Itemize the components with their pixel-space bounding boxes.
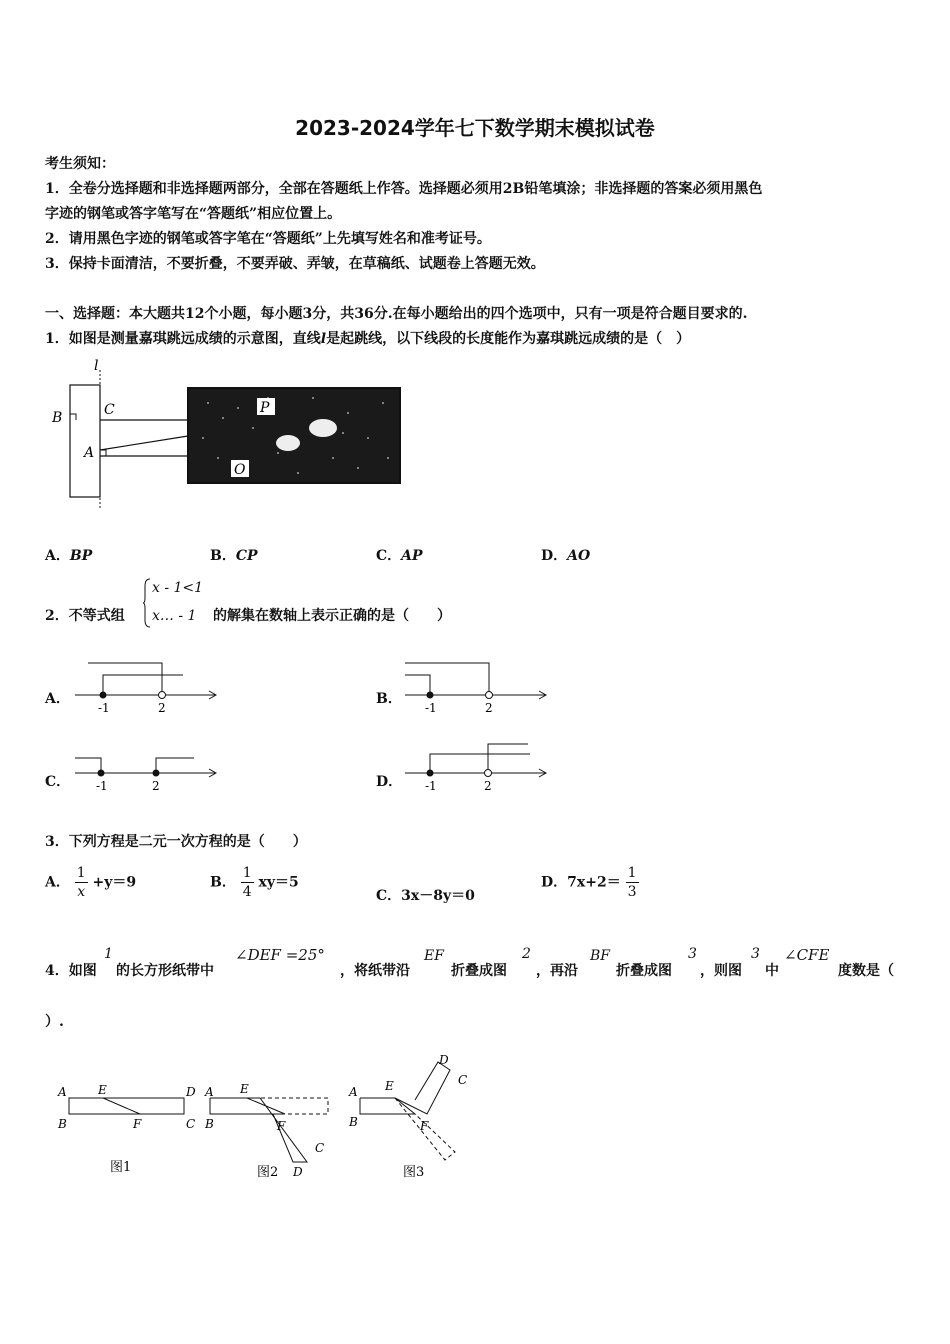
svg-text:-1: -1	[98, 701, 110, 715]
svg-text:A: A	[349, 1085, 358, 1099]
question-4-text: 折叠成图	[451, 963, 507, 979]
label-l: l	[94, 358, 99, 374]
question-4-text: 折叠成图	[616, 963, 672, 979]
inequality-system: x - 1<1 x… - 1	[143, 578, 213, 628]
question-4-text: ，再沿	[536, 963, 578, 979]
svg-text:C: C	[104, 402, 115, 418]
q2-option-c-label[interactable]: C．	[45, 774, 71, 790]
svg-text:A: A	[205, 1085, 214, 1099]
long-jump-figure	[48, 358, 408, 513]
notice-item: 1．全卷分选择题和非选择题两部分，全部在答题纸上作答。选择题必须用2B铅笔填涂；非选择题的答案必须用黑色	[45, 181, 763, 197]
figure-ref: 3	[751, 946, 760, 962]
question-4-text: 度数是（	[838, 963, 894, 979]
q2-option-b-label[interactable]: B．	[376, 691, 402, 707]
svg-text:F: F	[420, 1119, 429, 1133]
question-4-text: 4．如图	[45, 963, 97, 979]
q2-option-d-label[interactable]: D．	[376, 774, 403, 790]
q1-option-c[interactable]: C．AP	[376, 548, 423, 564]
svg-text:A: A	[84, 445, 95, 461]
svg-text:P: P	[260, 400, 270, 416]
notice-item: 2．请用黑色字迹的钢笔或答字笔在“答题纸”上先填写姓名和准考证号。	[45, 231, 491, 247]
svg-text:-1: -1	[425, 701, 437, 715]
q1-option-d[interactable]: D．AO	[541, 548, 591, 564]
svg-text:E: E	[98, 1083, 107, 1097]
angle-cfe: ∠CFE	[784, 946, 830, 964]
svg-text:2: 2	[152, 779, 160, 793]
q2-option-a-label[interactable]: A．	[45, 691, 70, 707]
svg-text:F: F	[133, 1117, 142, 1131]
svg-text:2: 2	[485, 701, 493, 715]
angle-def: ∠DEF =25°	[235, 946, 325, 964]
line-bf: BF	[590, 948, 611, 964]
svg-text:B: B	[52, 410, 63, 426]
svg-text:F: F	[277, 1119, 286, 1133]
svg-text:D: D	[186, 1085, 196, 1099]
svg-text:D: D	[439, 1053, 449, 1067]
q1-option-b[interactable]: B．CP	[210, 548, 258, 564]
svg-text:A: A	[58, 1085, 67, 1099]
notice-heading: 考生须知：	[45, 156, 115, 172]
q1-option-a[interactable]: A．BP	[45, 548, 93, 564]
svg-text:D: D	[293, 1165, 303, 1179]
svg-text:C: C	[315, 1141, 325, 1155]
svg-text:C: C	[458, 1073, 468, 1087]
svg-text:B: B	[58, 1117, 67, 1131]
svg-text:-1: -1	[425, 779, 437, 793]
number-line-c[interactable]	[70, 740, 230, 800]
question-3-stem: 3．下列方程是二元一次方程的是（ ）	[45, 834, 307, 850]
question-2-prefix: 2．不等式组	[45, 608, 125, 624]
svg-text:2: 2	[484, 779, 492, 793]
svg-text:图3: 图3	[403, 1165, 425, 1180]
q3-option-b[interactable]: B． $\frac{1}{4}$ xy＝5	[210, 865, 299, 900]
svg-text:E: E	[385, 1079, 394, 1093]
number-line-a[interactable]	[70, 655, 230, 715]
svg-text:图1: 图1	[110, 1160, 132, 1175]
question-4-text: 中	[765, 963, 779, 979]
question-4-text: ，则图	[700, 963, 742, 979]
figure-ref: 1	[104, 946, 113, 962]
svg-text:B: B	[205, 1117, 214, 1131]
question-4-text: ）.	[45, 1014, 64, 1030]
notice-item: 字迹的钢笔或答字笔写在“答题纸”相应位置上。	[45, 206, 342, 222]
svg-text:C: C	[186, 1117, 196, 1131]
svg-text:2: 2	[158, 701, 166, 715]
svg-text:E: E	[240, 1082, 249, 1096]
question-4-text: 的长方形纸带中	[116, 963, 214, 979]
svg-text:图2: 图2	[257, 1165, 279, 1180]
page-title: 2023-2024学年七下数学期末模拟试卷	[295, 116, 655, 140]
question-1-stem: 1．如图是测量嘉琪跳远成绩的示意图，直线l是起跳线，以下线段的长度能作为嘉琪跳远成绩的是（ ）	[45, 331, 691, 347]
question-4-text: ，将纸带沿	[340, 963, 410, 979]
q3-option-c[interactable]: C．3x－8y＝0	[376, 888, 475, 904]
figure-ref: 3	[688, 946, 697, 962]
number-line-b[interactable]	[400, 655, 560, 715]
svg-text:-1: -1	[96, 779, 108, 793]
q3-option-a[interactable]: A． $\frac{1}{x}$ +y＝9	[45, 865, 137, 900]
question-2-suffix: 的解集在数轴上表示正确的是（ ）	[213, 608, 451, 624]
figure-ref: 2	[522, 946, 531, 962]
number-line-d[interactable]	[400, 740, 560, 800]
q3-option-d[interactable]: D．7x+2＝ $\frac{1}{3}$	[541, 865, 637, 900]
line-ef: EF	[424, 948, 444, 964]
section-heading: 一、选择题：本大题共12个小题，每小题3分，共36分.在每小题给出的四个选项中，只有一项是符合题目要求的.	[45, 306, 748, 322]
notice-item: 3．保持卡面清洁，不要折叠，不要弄破、弄皱，在草稿纸、试题卷上答题无效。	[45, 256, 545, 272]
paper-fold-figures	[55, 1050, 475, 1185]
svg-text:B: B	[349, 1115, 358, 1129]
svg-text:O: O	[234, 462, 246, 478]
